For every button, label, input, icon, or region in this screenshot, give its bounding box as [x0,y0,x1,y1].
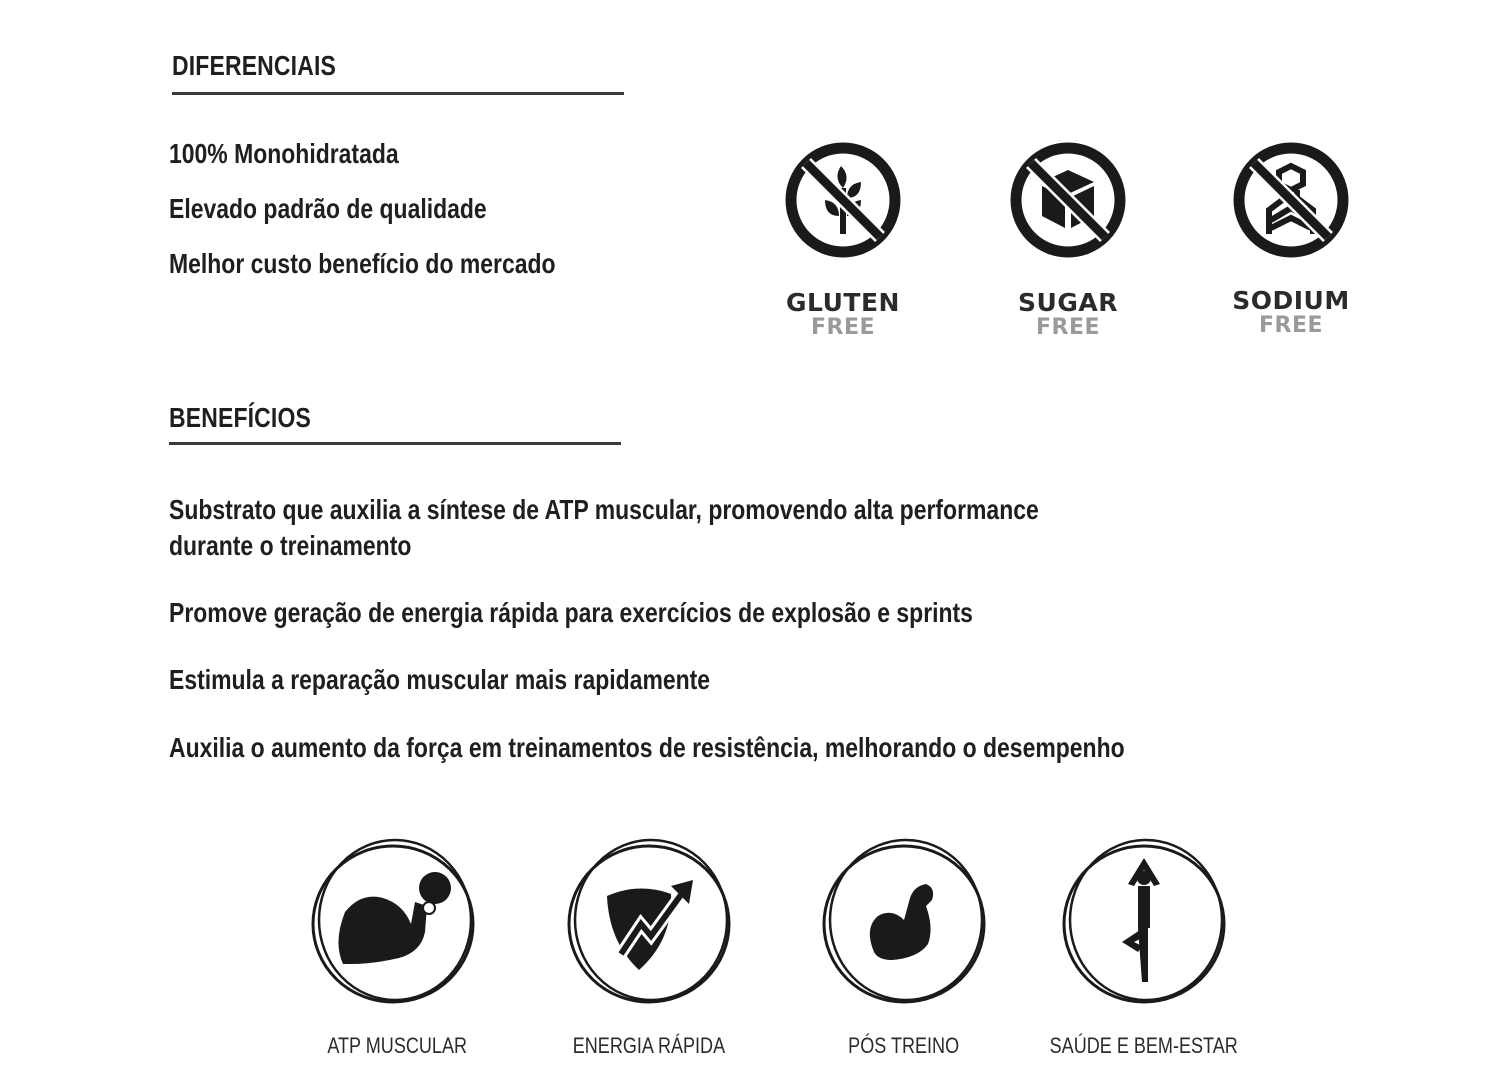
atp-muscular-badge [293,832,493,1012]
flexed-bicep-icon [814,832,994,1012]
atp-muscular-label: ATP MUSCULAR [327,1033,467,1058]
salt-shaker-crossed-icon [1229,138,1353,262]
beneficio-item: Substrato que auxilia a síntese de ATP muscular, promovendo alta performance [169,494,1039,525]
gluten-free-badge [763,138,923,340]
energia-rapida-label: ENERGIA RÁPIDA [572,1033,726,1058]
sodium-free-badge [1211,138,1371,338]
sugar-free-label: FREE [1035,315,1101,340]
beneficios-divider [169,442,621,445]
saude-bem-estar-badge [1044,832,1244,1012]
diferencial-item: Elevado padrão de qualidade [169,193,487,224]
gluten-free-label: FREE [810,315,876,340]
sugar-cube-crossed-icon [1006,138,1130,262]
shield-arrow-icon [559,832,739,1012]
beneficio-item: Estimula a reparação muscular mais rapidamente [169,664,711,695]
diferencial-item: 100% Monohidratada [169,138,399,169]
energia-rapida-badge [549,832,749,1012]
sugar-free-badge [988,138,1148,340]
beneficio-item-continuation: durante o treinamento [169,530,412,561]
pos-treino-badge [804,832,1004,1012]
beneficio-item: Promove geração de energia rápida para exercícios de explosão e sprints [169,597,973,628]
sugar-label: SUGAR [1018,288,1118,317]
flexed-arm-dumbbell-icon [303,832,483,1012]
gluten-label: GLUTEN [786,288,900,317]
pos-treino-label: PÓS TREINO [848,1033,960,1058]
sodium-label: SODIUM [1232,286,1350,315]
beneficio-item: Auxilia o aumento da força em treinamentos de resistência, melhorando o desempenho [169,732,1125,763]
diferenciais-title: DIFERENCIAIS [172,50,336,81]
yoga-pose-icon [1054,832,1234,1012]
wheat-crossed-icon [781,138,905,262]
diferenciais-divider [172,92,624,95]
diferencial-item: Melhor custo benefício do mercado [169,248,556,279]
sodium-free-label: FREE [1258,313,1324,338]
beneficios-title: BENEFÍCIOS [169,402,311,433]
saude-bem-estar-label: SAÚDE E BEM-ESTAR [1049,1033,1239,1058]
